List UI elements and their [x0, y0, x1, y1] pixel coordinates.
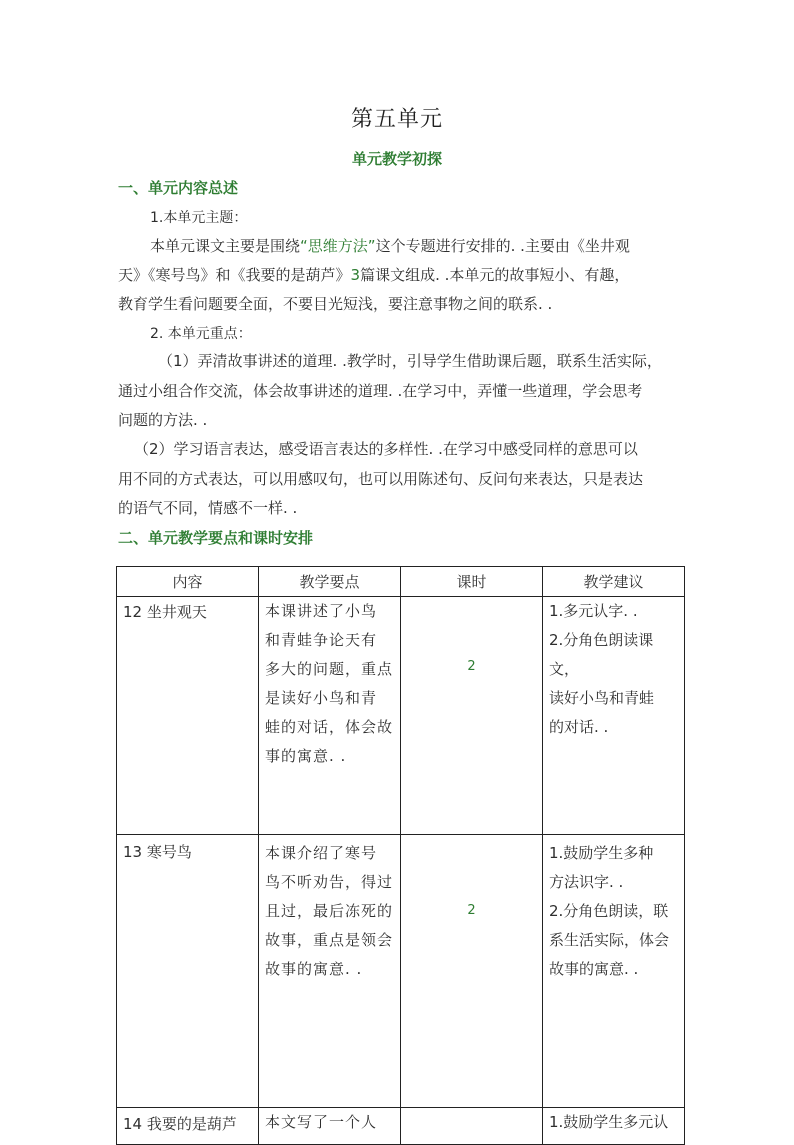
- focus1-line-3: 问题的方法. .: [118, 411, 208, 429]
- theme-line-2: [118, 264, 629, 285]
- advice-line: 系生活实际，体会: [549, 931, 670, 949]
- lesson-title: 12 坐井观天: [117, 597, 259, 835]
- table-header-row: [117, 567, 685, 597]
- theme-line-3: [118, 293, 552, 314]
- points-line: 本文写了一个人: [265, 1113, 378, 1131]
- lesson-hours: 2: [401, 835, 543, 1108]
- focus2-line-3: 的语气不同，情感不一样. .: [118, 499, 298, 517]
- header-advice: 教学建议: [543, 567, 685, 597]
- advice-line: 故事的寓意. .: [549, 960, 639, 978]
- header-points: 教学要点: [259, 567, 401, 597]
- focus1-line-1: （1）弄清故事讲述的道理. .教学时，引导学生借助课后题，联系生活实际，: [158, 352, 662, 370]
- table-row: [117, 1108, 685, 1145]
- lesson-advice: [543, 835, 685, 1108]
- theme-count: 3: [350, 266, 361, 284]
- advice-line: 1.鼓励学生多种: [549, 844, 654, 862]
- focus-label: 2. 本单元重点：: [150, 326, 252, 342]
- lesson-title: 13 寒号鸟: [117, 835, 259, 1108]
- lesson-points: [259, 597, 401, 835]
- advice-line: 1.多元认字. .: [549, 602, 638, 620]
- theme-label: 1.本单元主题：: [150, 210, 248, 226]
- points-line: 本课讲述了小鸟: [265, 602, 378, 620]
- page-subtitle: 单元教学初探: [351, 150, 442, 168]
- lesson-advice: [543, 597, 685, 835]
- advice-line: 2.分角色朗读，联: [549, 902, 669, 920]
- points-line: 蛙的对话，体会故: [265, 718, 394, 736]
- lesson-points: [259, 835, 401, 1108]
- page-title: 第五单元: [350, 107, 443, 132]
- focus1-line-2: 通过小组合作交流，体会故事讲述的道理. .在学习中，弄懂一些道理，学会思考: [118, 382, 643, 400]
- points-line: 故事，重点是领会: [265, 931, 394, 949]
- theme-line-1-rest: 这个专题进行安排的. .主要由《坐井观: [375, 237, 630, 255]
- focus2-line-1: （2）学习语言表达，感受语言表达的多样性. .在学习中感受同样的意思可以: [134, 440, 638, 458]
- points-line: 且过，最后冻死的: [265, 902, 394, 920]
- advice-line: 的对话. .: [549, 718, 609, 736]
- table-row: [117, 835, 685, 1108]
- table-row: [117, 597, 685, 835]
- advice-line: 读好小鸟和青蛙: [549, 689, 655, 707]
- lesson-points: [259, 1108, 401, 1145]
- lesson-plan-table: [116, 566, 685, 1145]
- theme-line-3-text: 教育学生看问题要全面，不要目光短浅，要注意事物之间的联系. .: [118, 295, 553, 313]
- theme-line-1: [150, 235, 630, 256]
- theme-line-2-text: 天》《寒号鸟》和《我要的是葫芦》: [118, 266, 351, 284]
- lesson-hours: [401, 1108, 543, 1145]
- advice-line: 2.分角色朗读课文，: [549, 631, 654, 678]
- theme-line-2-rest: 篇课文组成. .本单元的故事短小、有趣，: [360, 266, 630, 284]
- lesson-advice: [543, 1108, 685, 1145]
- lesson-title: 14 我要的是葫芦: [117, 1108, 259, 1145]
- points-line: 事的寓意. .: [265, 747, 347, 765]
- theme-line-1-text: 本单元课文主要是围绕: [150, 237, 301, 255]
- points-line: 鸟不听劝告，得过: [265, 873, 394, 891]
- advice-line: 方法识字. .: [549, 873, 624, 891]
- lesson-hours: 2: [401, 597, 543, 835]
- advice-line: 1.鼓励学生多元认: [549, 1113, 669, 1131]
- points-line: 本课介绍了寒号: [265, 844, 378, 862]
- points-line: 和青蛙争论天有: [265, 631, 378, 649]
- section-heading-2: 二、单元教学要点和课时安排: [118, 529, 314, 547]
- header-content: 内容: [117, 567, 259, 597]
- points-line: 是读好小鸟和青: [265, 689, 378, 707]
- theme-keyword: “思维方法”: [300, 237, 376, 255]
- focus2-line-2: 用不同的方式表达，可以用感叹句，也可以用陈述句、反问句来表达，只是表达: [118, 470, 644, 488]
- section-heading-1: 一、单元内容总述: [118, 179, 239, 197]
- points-line: 故事的寓意. .: [265, 960, 363, 978]
- points-line: 多大的问题，重点: [265, 660, 394, 678]
- header-hours: 课时: [401, 567, 543, 597]
